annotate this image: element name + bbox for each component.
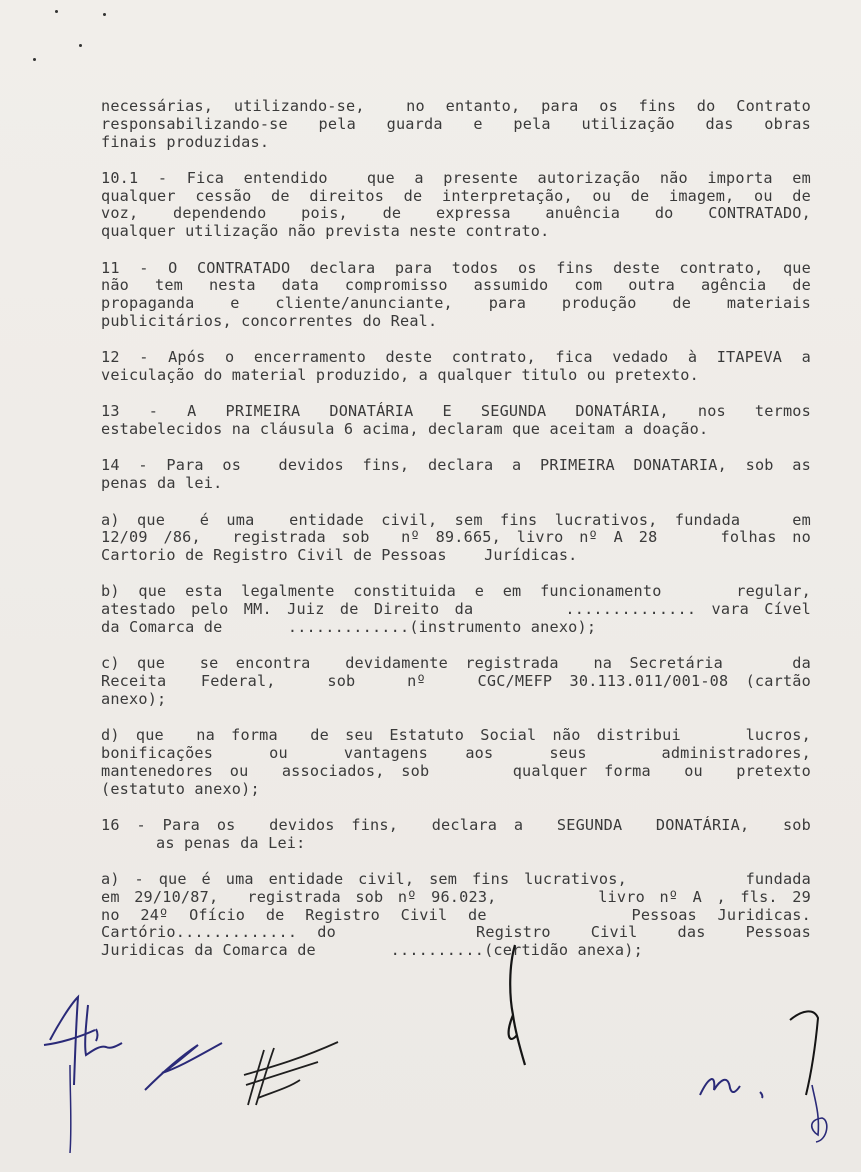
paragraph-14-b	[101, 583, 811, 636]
paragraph-10-1	[101, 170, 811, 241]
text-line: a) que é uma entidade civil, sem fins lucrativos, fundada em	[101, 510, 811, 529]
text-line: bonificações ou vantagens aos seus administradores,	[101, 744, 811, 763]
signature-initials-3	[238, 1030, 348, 1110]
text-line: 12/09 /86, registrada sob nº 89.665, livro nº A 28 folhas no	[101, 528, 811, 547]
text-line: finais produzidas.	[101, 132, 270, 151]
text-line: b) que esta legalmente constituida e em funcionamento regular,	[101, 582, 811, 601]
text-line: 10.1 - Fica entendido que a presente autorização não importa em	[101, 168, 811, 187]
paragraph-11	[101, 260, 811, 331]
text-line: qualquer utilização não prevista neste contrato.	[101, 222, 550, 241]
text-line: 14 - Para os devidos fins, declara a PRIMEIRA DONATARIA, sob as	[101, 456, 811, 475]
text-line: no 24º Ofício de Registro Civil de Pessoas Juridicas.	[101, 905, 811, 924]
text-line: responsabilizando-se pela guarda e pela utilização das obras	[101, 114, 811, 133]
paper-speck	[33, 58, 36, 61]
signature-initials-4	[690, 1000, 840, 1160]
text-line: d) que na forma de seu Estatuto Social não distribui lucros,	[101, 726, 811, 745]
text-line: Juridicas da Comarca de ..........(certidão anexa);	[101, 941, 643, 960]
text-line: necessárias, utilizando-se, no entanto, para os fins do Contrato	[101, 97, 811, 115]
text-line: as penas da Lei:	[156, 833, 306, 852]
text-line: 11 - O CONTRATADO declara para todos os fins deste contrato, que	[101, 258, 811, 277]
text-line: Cartorio de Registro Civil de Pessoas Jurídicas.	[101, 546, 578, 565]
text-line: a) - que é uma entidade civil, sem fins lucrativos, fundada	[101, 870, 811, 888]
text-line: (estatuto anexo);	[101, 779, 260, 798]
paragraph-14-d	[101, 727, 811, 798]
text-line: 12 - Após o encerramento deste contrato, fica vedado à ITAPEVA a	[101, 348, 811, 367]
paragraph-13	[101, 403, 811, 439]
paper-speck	[79, 44, 82, 47]
text-line: voz, dependendo pois, de expressa anuência do CONTRATADO,	[101, 204, 811, 223]
text-line: c) que se encontra devidamente registrada na Secretária da	[101, 654, 811, 673]
paragraph-16-a	[101, 871, 811, 960]
text-line: em 29/10/87, registrada sob nº 96.023, livro nº A , fls. 29	[101, 887, 811, 906]
text-line: publicitários, concorrentes do Real.	[101, 311, 438, 330]
text-line: anexo);	[101, 689, 167, 708]
text-line: não tem nesta data compromisso assumido com outra agência de	[101, 276, 811, 295]
text-line: atestado pelo MM. Juiz de Direito da .............. vara Cível	[101, 600, 811, 619]
paragraph-14	[101, 457, 811, 493]
text-line: qualquer cessão de direitos de interpretação, ou de imagem, ou de	[101, 186, 811, 205]
text-line: mantenedores ou associados, sob qualquer forma ou pretexto	[101, 761, 811, 780]
contract-text	[101, 98, 811, 978]
paper-speck	[55, 10, 58, 13]
paragraph-16	[101, 817, 811, 853]
text-line: 13 - A PRIMEIRA DONATÁRIA E SEGUNDA DONATÁRIA, nos termos	[101, 402, 811, 421]
text-line: penas da lei.	[101, 474, 223, 493]
paper-speck	[103, 13, 106, 16]
paragraph-14-c	[101, 655, 811, 708]
paragraph-12	[101, 349, 811, 385]
signature-initials-2	[140, 1035, 230, 1095]
text-line: estabelecidos na cláusula 6 acima, declaram que aceitam a doação.	[101, 420, 709, 439]
paragraph-14-a	[101, 512, 811, 565]
text-line: Cartório............. do Registro Civil das Pessoas	[101, 923, 811, 942]
text-line: da Comarca de .............(instrumento anexo);	[101, 618, 597, 637]
text-line: Receita Federal, sob nº CGC/MEFP 30.113.011/001-08 (cartão	[101, 672, 811, 691]
text-line: propaganda e cliente/anunciante, para produção de materiais	[101, 294, 811, 313]
signature-initials-1	[40, 985, 150, 1160]
text-line: 16 - Para os devidos fins, declara a SEGUNDA DONATÁRIA, sob	[101, 815, 811, 834]
signature-long-stroke	[495, 935, 545, 1070]
paragraph-intro	[101, 98, 811, 151]
text-line: veiculação do material produzido, a qualquer titulo ou pretexto.	[101, 366, 699, 385]
